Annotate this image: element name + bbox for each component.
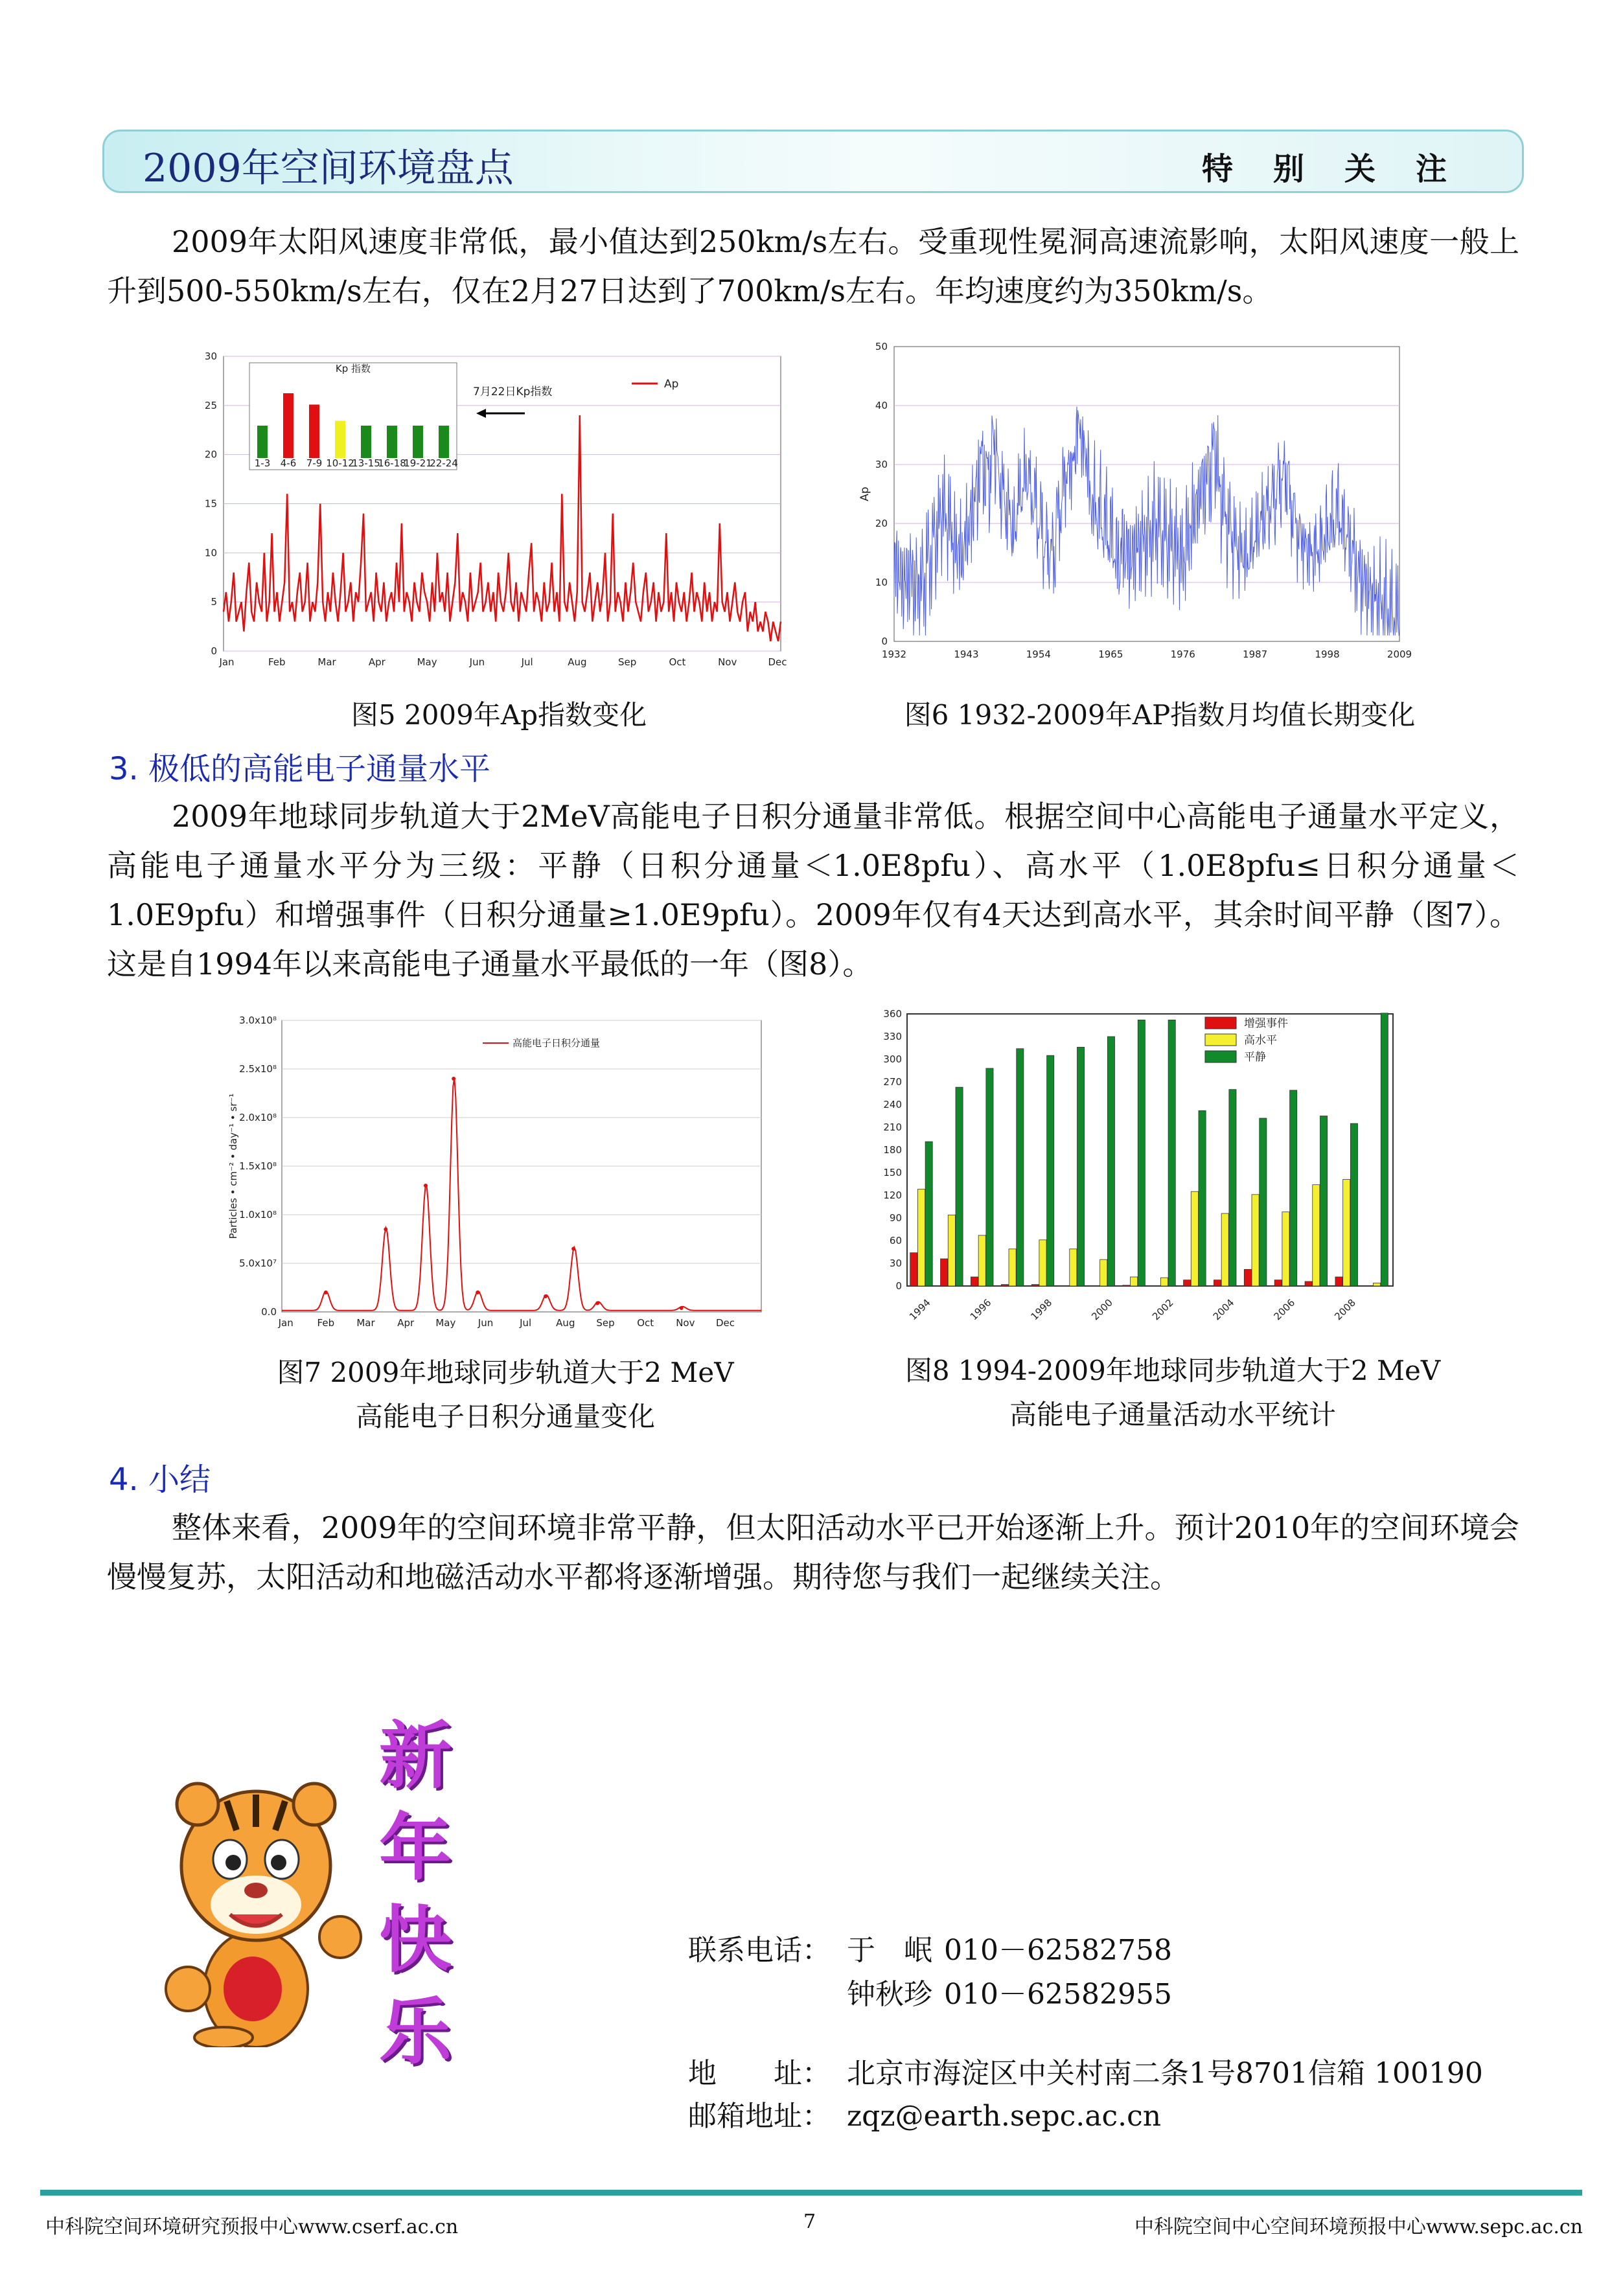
- x-tick-label: Jan: [219, 656, 235, 668]
- bar-enhanced: [1335, 1277, 1342, 1286]
- bar-high: [978, 1235, 985, 1286]
- phone2-name: 钟秋珍: [847, 1978, 932, 2011]
- bar-high: [1313, 1185, 1320, 1286]
- x-tick-label: 1976: [1170, 649, 1195, 660]
- inset-bar: [257, 426, 268, 458]
- x-tick-label: Jun: [469, 656, 485, 668]
- inset-bar: [439, 426, 449, 458]
- x-tick-label: 1996: [967, 1296, 994, 1323]
- y-tick-label: 5: [211, 596, 217, 608]
- y-tick-label: 20: [204, 448, 217, 461]
- y-tick-label: 1.5x10⁸: [239, 1160, 277, 1172]
- inset-x-label: 19-21: [404, 457, 432, 469]
- inset-bar: [413, 426, 423, 458]
- greeting-char-1: 新: [379, 1714, 452, 1798]
- bar-quiet: [1320, 1116, 1328, 1287]
- bar-quiet: [1077, 1047, 1085, 1286]
- bar-high: [1282, 1212, 1289, 1286]
- y-tick-label: 3.0x10⁸: [239, 1015, 277, 1026]
- x-tick-label: Oct: [637, 1317, 654, 1329]
- y-tick-label: 330: [883, 1031, 902, 1042]
- x-tick-label: Sep: [618, 656, 637, 668]
- greeting-char-2: 年: [379, 1806, 452, 1890]
- flux-peak-point: [571, 1247, 575, 1251]
- inset-x-label: 22-24: [430, 457, 458, 469]
- bar-high: [1343, 1180, 1350, 1287]
- flux-peak-point: [595, 1302, 599, 1305]
- y-tick-label: 25: [204, 399, 217, 411]
- section3-text: 2009年地球同步轨道大于2MeV高能电子日积分通量非常低。根据空间中心高能电子通量水平定义，高能电子通量水平分为三级：平静（日积分通量＜1.0E8pfu）、高水平（1.0E8pfu≤日积分通量＜1.0E9pfu）和增强事件（日积分通量≥1.0E9pfu）。2009年仅有4天达到高水平，其余时间平静（图7）。这是自1994年以来高能电子通量水平最低的一年（图8）。: [107, 799, 1519, 982]
- legend-swatch: [1205, 1034, 1236, 1046]
- inset-bar: [309, 405, 319, 459]
- bar-high: [1160, 1278, 1168, 1286]
- y-axis-label: Particles • cm⁻² • day⁻¹ • sr⁻¹: [227, 1093, 239, 1239]
- y-tick-label: 1.0x10⁸: [239, 1209, 277, 1221]
- figure8-caption-line1: 图8 1994-2009年地球同步轨道大于2 MeV: [904, 1355, 1441, 1386]
- legend-label: 高水平: [1244, 1034, 1277, 1047]
- x-tick-label: 1987: [1243, 649, 1268, 660]
- bar-enhanced: [1001, 1285, 1008, 1286]
- bar-high: [1221, 1213, 1228, 1286]
- y-tick-label: 360: [883, 1008, 902, 1020]
- inset-x-label: 4-6: [280, 457, 297, 469]
- intro-paragraph: [107, 217, 1519, 316]
- y-tick-label: 15: [204, 498, 217, 510]
- x-tick-label: Jan: [278, 1317, 294, 1329]
- y-tick-label: 0: [881, 636, 888, 647]
- bar-enhanced: [1214, 1280, 1221, 1286]
- x-tick-label: May: [435, 1317, 456, 1329]
- x-tick-label: 2006: [1271, 1296, 1298, 1323]
- x-tick-label: Mar: [356, 1317, 375, 1329]
- bar-high: [1070, 1249, 1077, 1286]
- bar-quiet: [956, 1087, 963, 1286]
- x-tick-label: 2000: [1089, 1296, 1116, 1323]
- email-label: 邮箱地址：: [688, 2100, 831, 2133]
- x-tick-label: 2009: [1387, 649, 1412, 660]
- y-tick-label: 10: [875, 577, 888, 588]
- inset-bar: [387, 426, 397, 458]
- legend-swatch: [1205, 1051, 1236, 1062]
- y-axis-label: Ap: [858, 487, 871, 501]
- bar-enhanced: [941, 1259, 948, 1286]
- y-tick-label: 50: [875, 341, 888, 352]
- bar-quiet: [1381, 1013, 1388, 1286]
- intro-text: 2009年太阳风速度非常低，最小值达到250km/s左右。受重现性冕洞高速流影响，太阳风速度一般上升到500-550km/s左右，仅在2月27日达到了700km/s左右。年均速度约为350km/s。: [107, 224, 1519, 308]
- y-tick-label: 2.5x10⁸: [239, 1063, 277, 1075]
- footer-rule: [40, 2190, 1582, 2196]
- bar-enhanced: [1305, 1281, 1312, 1286]
- bar-enhanced: [1244, 1269, 1251, 1286]
- y-tick-label: 30: [889, 1257, 902, 1269]
- greeting-text: [379, 1710, 470, 2078]
- bar-enhanced: [1123, 1285, 1130, 1286]
- x-tick-label: Dec: [768, 656, 787, 668]
- x-tick-label: Jul: [521, 656, 533, 668]
- inset-x-label: 10-12: [326, 457, 354, 469]
- y-tick-label: 0: [211, 645, 217, 657]
- bar-quiet: [1199, 1110, 1206, 1286]
- tiger-illustration: [149, 1775, 363, 2047]
- legend-label: 平静: [1244, 1051, 1266, 1064]
- footer-left[interactable]: 中科院空间环境研究预报中心www.cserf.ac.cn: [45, 2216, 459, 2238]
- inset-x-label: 7-9: [306, 457, 323, 469]
- plot-frame: [894, 347, 1399, 641]
- bar-quiet: [1047, 1055, 1054, 1286]
- inset-x-label: 1-3: [254, 457, 271, 469]
- x-tick-label: Aug: [556, 1317, 575, 1329]
- legend-swatch: [1205, 1017, 1236, 1029]
- x-tick-label: Aug: [568, 656, 587, 668]
- x-tick-label: Feb: [268, 656, 286, 668]
- y-tick-label: 270: [883, 1076, 902, 1088]
- x-tick-label: Sep: [596, 1317, 615, 1329]
- y-tick-label: 240: [883, 1099, 902, 1110]
- y-tick-label: 10: [204, 547, 217, 559]
- y-tick-label: 20: [875, 518, 888, 529]
- phone2-number: 010－62582955: [944, 1978, 1172, 2011]
- banner-tag: 特别关注: [1201, 151, 1487, 187]
- x-tick-label: Oct: [669, 656, 686, 668]
- y-tick-label: 60: [889, 1235, 902, 1246]
- flux-peak-point: [680, 1306, 684, 1310]
- x-tick-label: Nov: [718, 656, 737, 668]
- bar-enhanced: [971, 1277, 978, 1286]
- x-tick-label: Mar: [317, 656, 336, 668]
- bar-quiet: [1017, 1049, 1024, 1286]
- x-tick-label: 2004: [1210, 1296, 1237, 1323]
- address: 北京市海淀区中关村南二条1号8701信箱 100190: [847, 2057, 1483, 2090]
- x-tick-label: 1998: [1315, 649, 1340, 660]
- x-tick-label: 2002: [1150, 1296, 1176, 1323]
- bar-high: [1191, 1191, 1198, 1286]
- flux-peak-point: [544, 1294, 547, 1298]
- page-number: 7: [803, 2210, 816, 2233]
- inset-bar: [361, 426, 371, 458]
- bar-enhanced: [1031, 1285, 1039, 1286]
- bar-quiet: [1168, 1020, 1175, 1286]
- y-tick-label: 300: [883, 1053, 902, 1065]
- flux-peak-point: [324, 1291, 328, 1294]
- bar-high: [948, 1215, 955, 1286]
- flux-peak-point: [452, 1077, 455, 1081]
- bar-high: [917, 1189, 925, 1286]
- bar-high: [1252, 1195, 1259, 1286]
- bar-quiet: [1350, 1123, 1357, 1286]
- inset-title: Kp 指数: [335, 363, 371, 374]
- footer-right[interactable]: 中科院空间中心空间环境预报中心www.sepc.ac.cn: [1134, 2216, 1583, 2238]
- x-tick-label: Jul: [520, 1317, 532, 1329]
- y-tick-label: 30: [204, 350, 217, 362]
- greeting-char-4: 乐: [379, 1990, 452, 2074]
- x-tick-label: 1954: [1026, 649, 1051, 660]
- x-tick-label: Jun: [478, 1317, 494, 1329]
- legend-label: 增强事件: [1244, 1017, 1288, 1030]
- x-tick-label: 1994: [907, 1296, 933, 1323]
- phone-label: 联系电话：: [688, 1934, 831, 1967]
- x-tick-label: Dec: [715, 1317, 735, 1329]
- y-tick-label: 150: [883, 1167, 902, 1178]
- section4-title: 4. 小结: [109, 1462, 211, 1498]
- section4-paragraph: [107, 1503, 1519, 1601]
- section3-title: 3. 极低的高能电子通量水平: [109, 751, 491, 787]
- bar-quiet: [1290, 1090, 1297, 1286]
- y-tick-label: 2.0x10⁸: [239, 1112, 277, 1123]
- figure7-chart: [211, 1007, 774, 1341]
- figure6-chart: [855, 340, 1412, 680]
- figure8-caption-line2: 高能电子通量活动水平统计: [1009, 1399, 1336, 1430]
- bar-quiet: [925, 1142, 932, 1286]
- x-tick-label: 1965: [1098, 649, 1123, 660]
- section4-text: 整体来看，2009年的空间环境非常平静，但太阳活动水平已开始逐渐上升。预计2010年的空间环境会慢慢复苏，太阳活动和地磁活动水平都将逐渐增强。期待您与我们一起继续关注。: [107, 1510, 1519, 1594]
- x-tick-label: Apr: [368, 656, 386, 668]
- flux-peak-point: [384, 1228, 387, 1232]
- y-tick-label: 40: [875, 400, 888, 411]
- inset-x-label: 13-15: [352, 457, 380, 469]
- figure5-chart: [185, 343, 790, 680]
- inset-x-label: 16-18: [378, 457, 406, 469]
- figure7-caption: [194, 1351, 816, 1439]
- bar-enhanced: [1184, 1280, 1191, 1286]
- inset-bar: [283, 393, 294, 458]
- figure7-caption-line2: 高能电子日积分通量变化: [355, 1401, 655, 1432]
- flux-peak-point: [424, 1184, 428, 1188]
- x-tick-label: Apr: [397, 1317, 415, 1329]
- figure8-caption: [862, 1349, 1484, 1437]
- y-tick-label: 180: [883, 1144, 902, 1156]
- y-tick-label: 90: [889, 1212, 902, 1224]
- x-tick-label: 1943: [954, 649, 979, 660]
- legend-label: Ap: [664, 378, 679, 391]
- bar-quiet: [1107, 1037, 1114, 1286]
- bar-quiet: [1260, 1118, 1267, 1286]
- bar-quiet: [1138, 1020, 1145, 1286]
- figure7-caption-line1: 图7 2009年地球同步轨道大于2 MeV: [277, 1357, 734, 1388]
- bar-quiet: [1229, 1090, 1236, 1286]
- x-tick-label: Feb: [317, 1317, 335, 1329]
- email-link[interactable]: zqz@earth.sepc.ac.cn: [847, 2100, 1162, 2133]
- bar-enhanced: [910, 1253, 917, 1286]
- bar-high: [1009, 1249, 1016, 1286]
- y-tick-label: 0.0: [261, 1306, 277, 1318]
- inset-frame: [249, 363, 457, 470]
- section3-paragraph: [107, 792, 1519, 989]
- bar-quiet: [986, 1068, 993, 1286]
- banner-title: 2009年空间环境盘点: [143, 146, 514, 191]
- bar-high: [1374, 1283, 1381, 1286]
- y-tick-label: 30: [875, 459, 888, 470]
- figure6-caption: 图6 1932-2009年AP指数月均值长期变化: [904, 699, 1416, 731]
- bar-high: [1039, 1240, 1046, 1286]
- x-tick-label: 1998: [1028, 1296, 1055, 1323]
- figure8-chart: [842, 1007, 1412, 1348]
- bar-high: [1100, 1259, 1107, 1286]
- inset-bar: [335, 421, 345, 459]
- figure5-caption: 图5 2009年Ap指数变化: [351, 699, 647, 731]
- contact-block: [688, 1927, 1530, 2140]
- x-tick-label: May: [417, 656, 437, 668]
- greeting-char-3: 快: [379, 1898, 452, 1982]
- x-tick-label: Nov: [676, 1317, 695, 1329]
- y-tick-label: 5.0x10⁷: [239, 1257, 277, 1269]
- bar-high: [1131, 1277, 1138, 1286]
- phone1-number: 010－62582758: [944, 1934, 1172, 1967]
- x-tick-label: 1932: [881, 649, 907, 660]
- x-tick-label: 2008: [1332, 1296, 1359, 1323]
- phone1-name: 于 岷: [847, 1934, 932, 1967]
- legend-label: 高能电子日积分通量: [512, 1037, 601, 1049]
- address-label: 地 址：: [688, 2057, 831, 2090]
- y-tick-label: 210: [883, 1121, 902, 1133]
- y-tick-label: 0: [895, 1280, 902, 1292]
- y-tick-label: 120: [883, 1189, 902, 1201]
- annotation-label: 7月22日Kp指数: [473, 385, 553, 398]
- bar-enhanced: [1274, 1280, 1282, 1286]
- flux-peak-point: [476, 1291, 479, 1294]
